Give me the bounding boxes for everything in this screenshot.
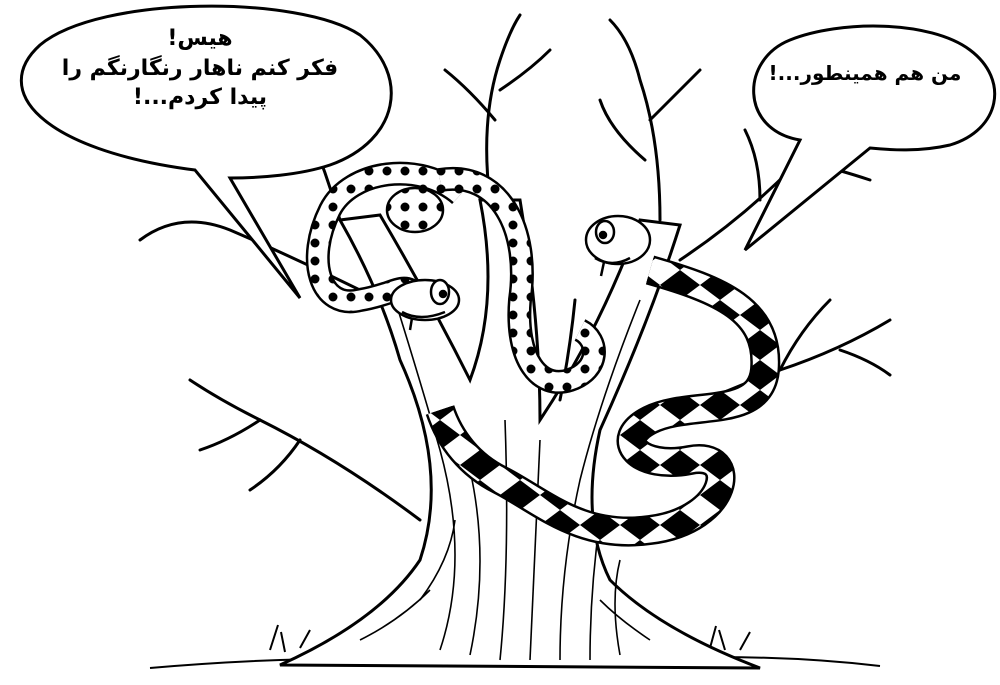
left-bubble-line-3: پیدا کردم...! xyxy=(132,85,268,111)
left-bubble-line-2: فکر کنم ناهار رنگارنگم را xyxy=(61,55,339,81)
left-bubble-line-1: هیس! xyxy=(167,26,233,51)
right-bubble-line-1: من هم همینطور...! xyxy=(768,61,962,85)
left-bubble-text xyxy=(60,24,340,113)
right-bubble-text xyxy=(765,60,965,87)
